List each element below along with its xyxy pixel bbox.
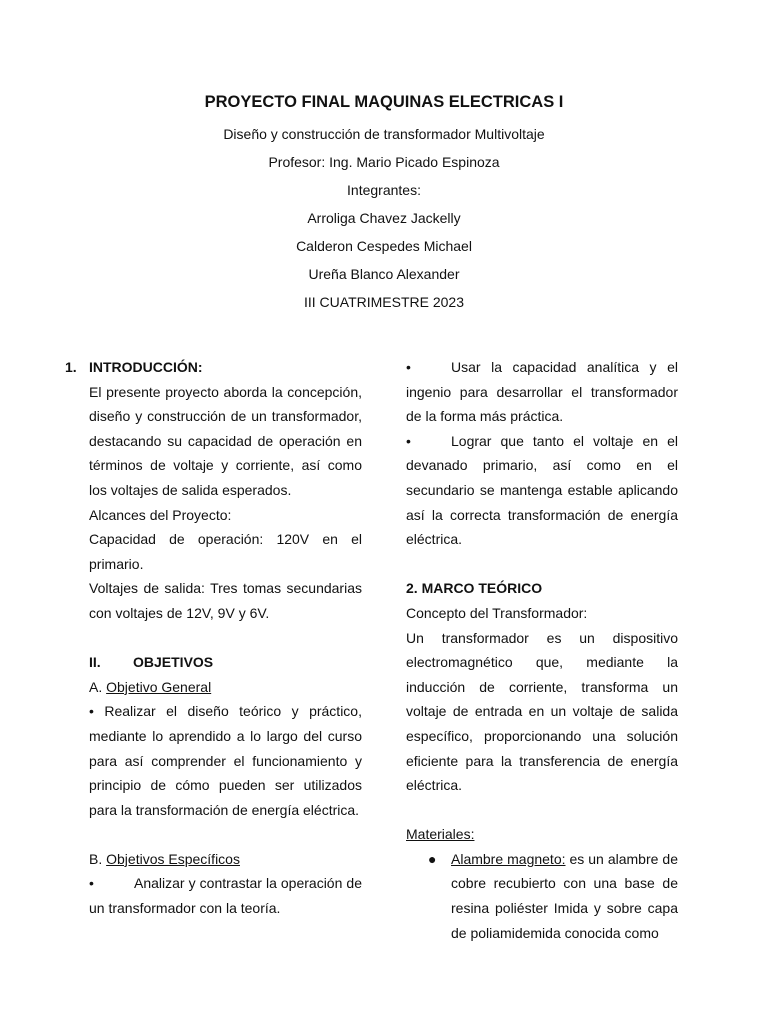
material-name: Alambre magneto: bbox=[451, 850, 566, 867]
general-objective-label-row bbox=[89, 675, 362, 700]
member-name: Arroliga Chavez Jackelly bbox=[307, 210, 461, 226]
material-description: es un alambre de cobre recubierto con una base de resina poliéster Imida y sobre capa de poliamidemida conocida como bbox=[451, 850, 678, 941]
professor-line: Profesor: Ing. Mario Picado Espinoza bbox=[268, 154, 500, 170]
bullet-icon: • bbox=[89, 875, 94, 892]
bullet-icon: • bbox=[406, 432, 411, 449]
intro-heading-row bbox=[65, 355, 362, 380]
concept-label: Concepto del Transformador: bbox=[406, 604, 588, 621]
specific-objective-text: Lograr que tanto el voltaje en el devanado primario, así como en el secundario se mantenga estable aplicando así la correcta transformación de energía eléctrica. bbox=[406, 432, 678, 548]
scope-label: Alcances del Proyecto: bbox=[89, 506, 232, 523]
member-name: Ureña Blanco Alexander bbox=[308, 266, 460, 282]
bullet-dot-icon: ● bbox=[428, 850, 437, 867]
member-name: Calderon Cespedes Michael bbox=[296, 238, 472, 254]
theory-heading: 2. MARCO TEÓRICO bbox=[406, 580, 543, 597]
right-column bbox=[406, 355, 678, 945]
general-objective-paragraph: • Realizar el diseño teórico y práctico, mediante lo aprendido a lo largo del curso para así comprender el funcionamiento y principio de cómo pueden ser utilizados para la transformación de energía eléctrica. bbox=[89, 703, 362, 818]
specific-objective-text: Usar la capacidad analítica y el ingenio para desarrollar el transformador de la forma más práctica. bbox=[406, 359, 678, 425]
general-objective-label: Objetivo General bbox=[106, 678, 212, 695]
objectives-number: II. bbox=[89, 654, 101, 671]
term-line: III CUATRIMESTRE 2023 bbox=[303, 294, 464, 310]
specific-objective-item bbox=[406, 429, 678, 552]
bullet-icon: • bbox=[406, 359, 411, 375]
specific-objective-item bbox=[89, 871, 362, 920]
concept-paragraph: Un transformador es un dispositivo electromagnético que, mediante la inducción de corriente, transforma un voltaje de entrada en un voltaje de salida específico, proporcionando una solución eficiente para la transferencia de energía eléctrica. bbox=[406, 629, 678, 794]
specific-objectives-label: Objetivos Específicos bbox=[106, 850, 240, 867]
materials-label: Materiales: bbox=[406, 826, 475, 843]
intro-number: 1. bbox=[65, 359, 77, 375]
objectives-heading: OBJETIVOS bbox=[133, 654, 214, 671]
specific-objective-text: Analizar y contrastar la operación de un transformador con la teoría. bbox=[89, 875, 362, 917]
capacity-paragraph: Capacidad de operación: 120V en el primario. bbox=[89, 531, 362, 572]
members-label: Integrantes: bbox=[347, 182, 421, 198]
document-header bbox=[0, 90, 768, 316]
general-objective-prefix: A. bbox=[89, 678, 103, 695]
specific-objectives-prefix: B. bbox=[89, 850, 103, 867]
intro-heading: INTRODUCCIÓN: bbox=[89, 359, 203, 375]
document-subtitle: Diseño y construcción de transformador Multivoltaje bbox=[223, 126, 545, 142]
specific-objectives-label-row bbox=[89, 847, 362, 872]
document-title: PROYECTO FINAL MAQUINAS ELECTRICAS I bbox=[204, 93, 564, 111]
intro-paragraph: El presente proyecto aborda la concepción, diseño y construcción de un transformador, destacando su capacidad de operación en términos de voltaje y corriente, así como los voltajes de salida esperados. bbox=[89, 383, 362, 498]
materials-list-item bbox=[406, 847, 678, 945]
outputs-paragraph: Voltajes de salida: Tres tomas secundarias con voltajes de 12V, 9V y 6V. bbox=[89, 580, 362, 621]
left-column bbox=[65, 355, 362, 921]
specific-objective-item bbox=[406, 355, 678, 429]
objectives-heading-row bbox=[89, 650, 362, 675]
